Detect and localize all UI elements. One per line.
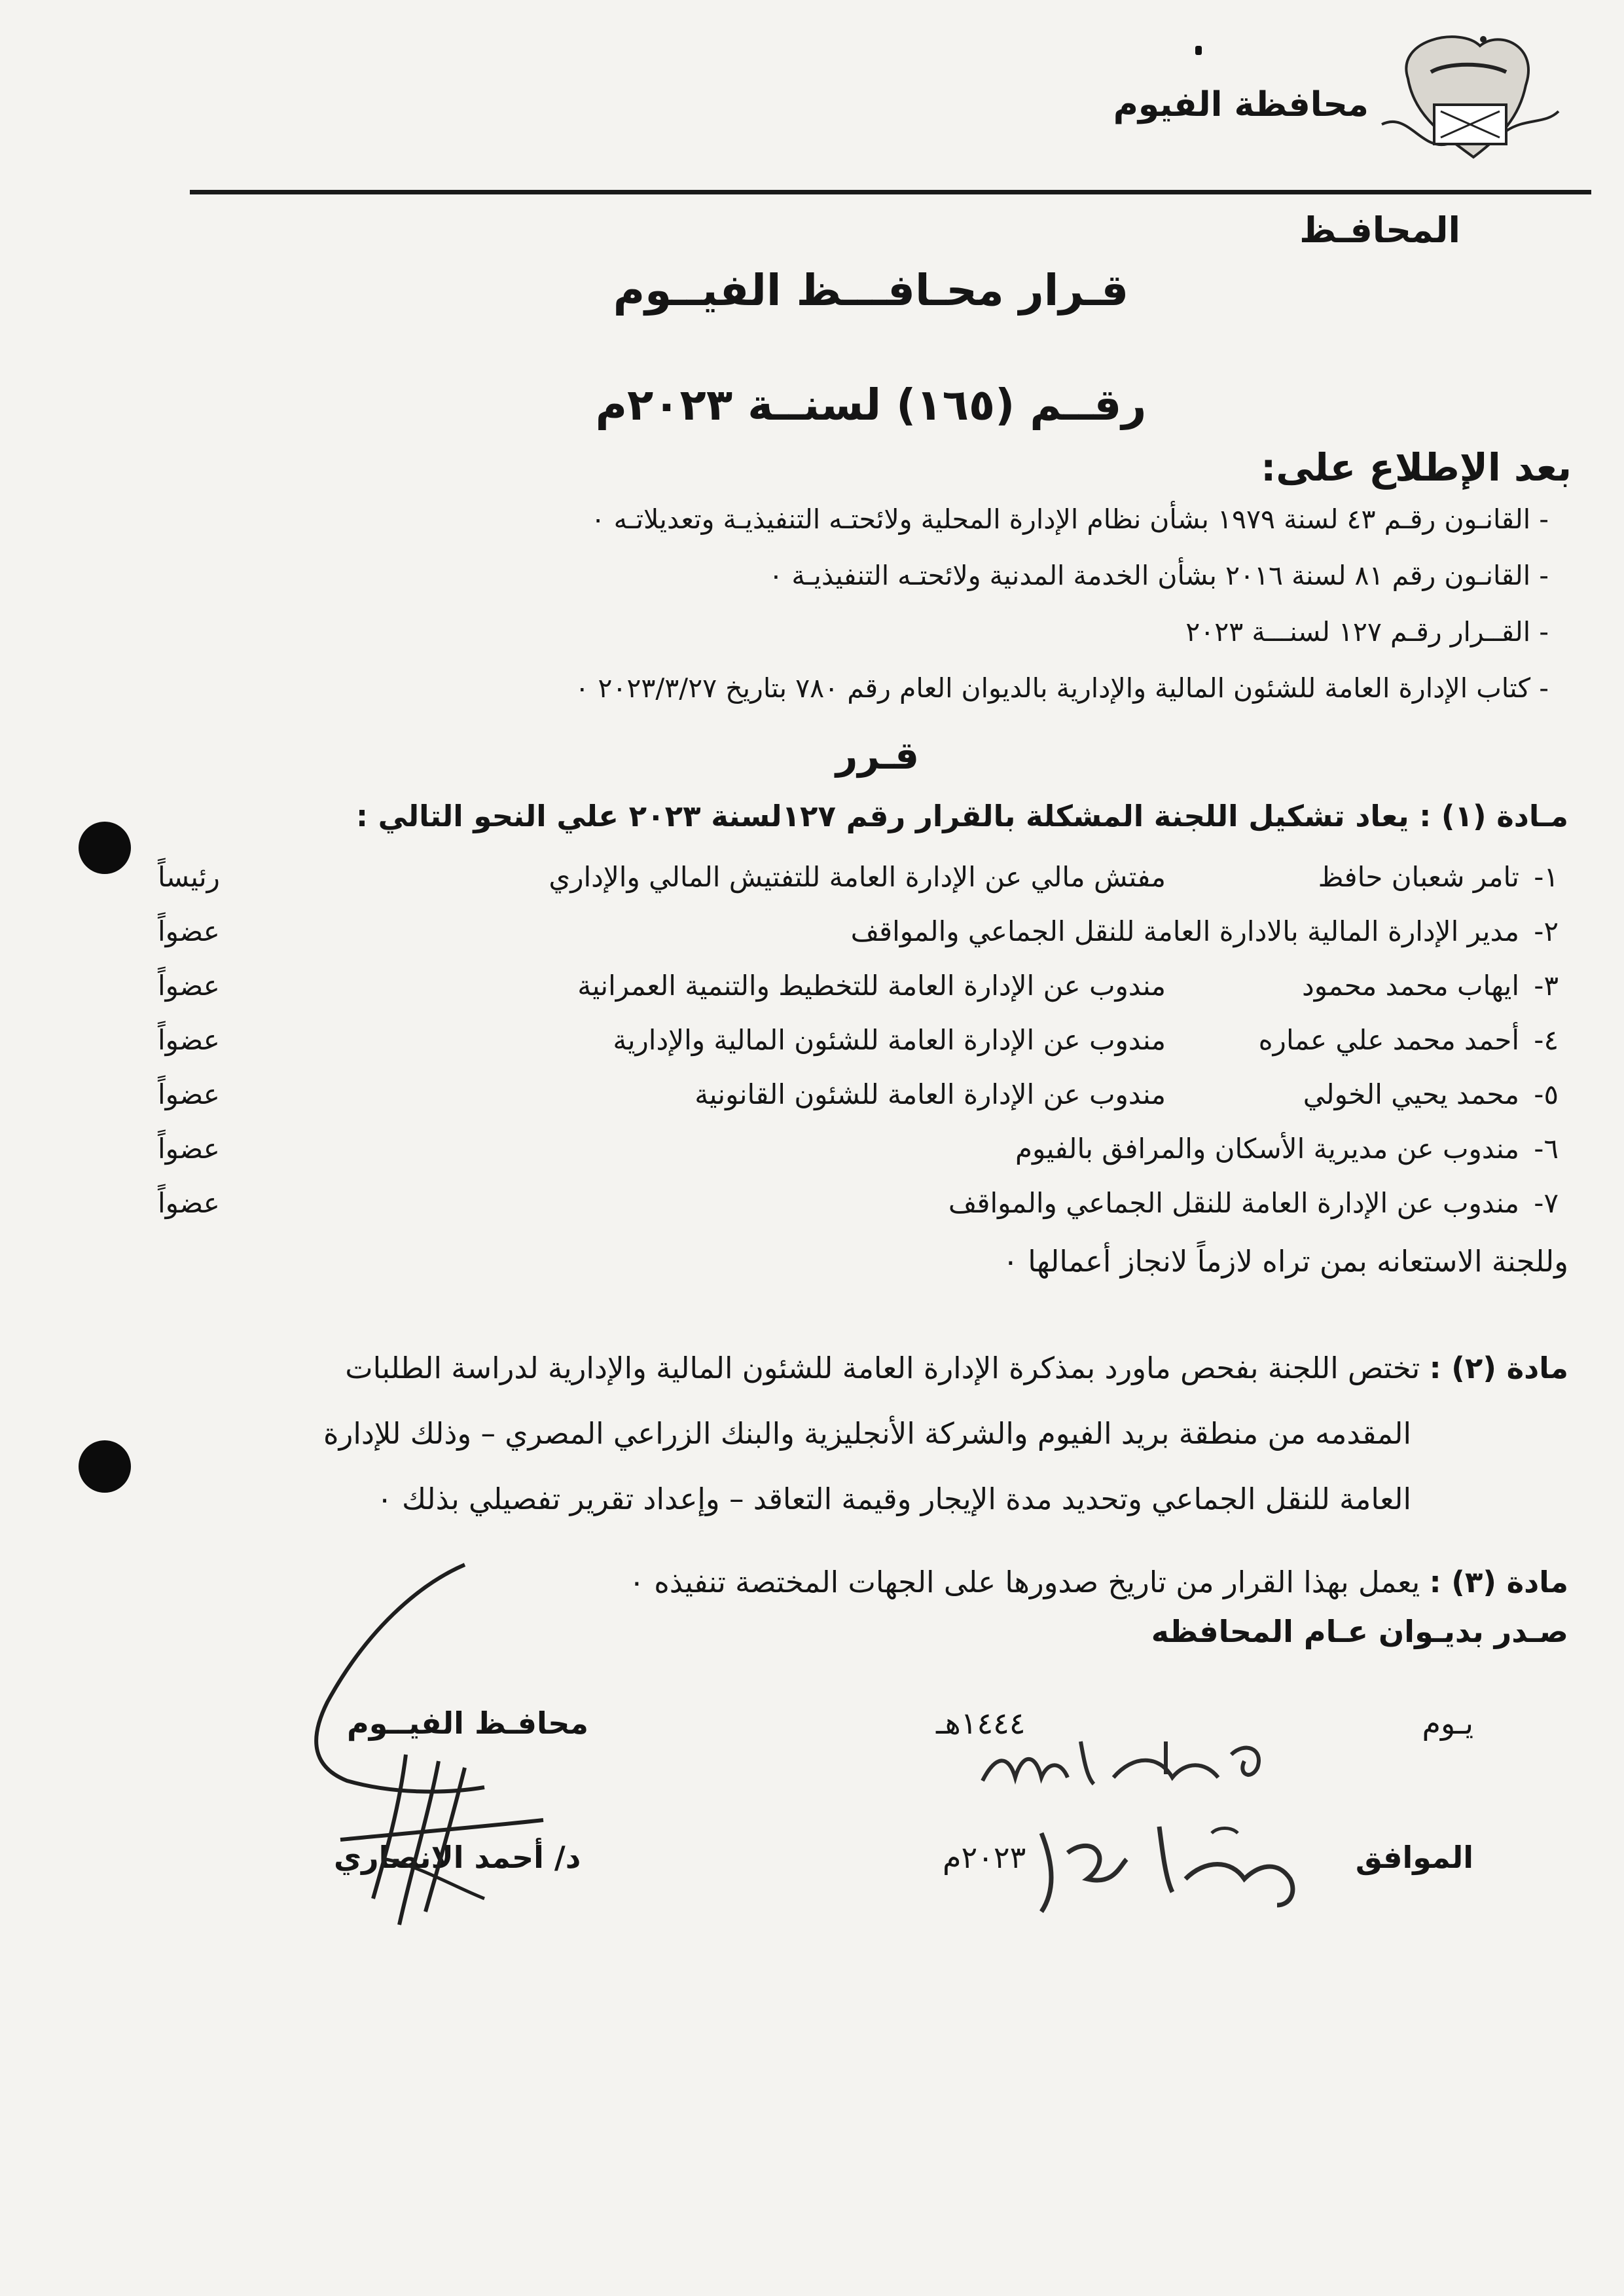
member-row — [158, 1133, 1559, 1187]
ink-dot — [1195, 46, 1202, 55]
corresponding-label: الموافق — [1355, 1840, 1473, 1875]
committee-members — [158, 861, 1559, 1241]
article-2-head: مادة (٢) : — [1429, 1351, 1568, 1385]
member-role: رئيساً — [158, 861, 220, 893]
article-2-line: تختص اللجنة بفحص ماورد بمذكرة الإدارة العامة للشئون المالية والإدارية لدراسة الطلبات — [345, 1351, 1420, 1385]
member-organization: مدير الإدارة المالية بالادارة العامة للنقل الجماعي والمواقف — [850, 915, 1519, 947]
member-name: محمد يحيي الخولي — [1303, 1078, 1519, 1110]
reference-item: - كتاب الإدارة العامة للشئون المالية والإدارية بالديوان العام رقم ٧٨٠ بتاريخ ٢٠٢٣/٣/٢٧ ٠ — [575, 672, 1549, 704]
reference-item: - القانـون رقـم ٤٣ لسنة ١٩٧٩ بشأن نظام الإدارة المحلية ولائحتـه التنفيذيـة وتعديلاتـه ٠ — [590, 503, 1549, 535]
governorate-name: محافظة الفيوم — [1113, 85, 1369, 124]
member-role: عضواً — [158, 1024, 220, 1056]
member-number: ٥- — [1534, 1078, 1559, 1110]
article-2-line: العامة للنقل الجماعي وتحديد مدة الإيجار وقيمة التعاقد – وإعداد تقرير تفصيلي بذلك ٠ — [376, 1482, 1411, 1516]
handwritten-gregorian-date — [1015, 1807, 1316, 1918]
hijri-year: ١٤٤٤هـ — [936, 1705, 1026, 1741]
article-2 — [207, 1336, 1568, 1532]
member-role: عضواً — [158, 915, 220, 947]
member-row — [158, 1078, 1559, 1133]
decided-heading: قـرر — [835, 733, 920, 778]
member-row — [158, 915, 1559, 970]
member-name: ايهاب محمد محمود — [1302, 970, 1519, 1002]
member-number: ٣- — [1534, 970, 1559, 1002]
member-organization: مندوب عن الإدارة العامة للشئون القانونية — [695, 1078, 1166, 1110]
member-row — [158, 861, 1559, 915]
member-organization: مندوب عن الإدارة العامة للشئون المالية والإدارية — [613, 1024, 1166, 1056]
member-organization: مفتش مالي عن الإدارة العامة للتفتيش المالي والإداري — [549, 861, 1166, 893]
member-name: تامر شعبان حافظ — [1318, 861, 1519, 893]
member-role: عضواً — [158, 1187, 220, 1219]
after-review-heading: بعد الإطلاع على: — [1261, 445, 1572, 490]
member-number: ٧- — [1534, 1187, 1559, 1219]
gregorian-year: ٢٠٢٣م — [943, 1840, 1026, 1875]
governor-name: د/ أحمد الانصاري — [334, 1840, 581, 1875]
governor-signature — [288, 1558, 615, 1977]
article-1: مـادة (١) : يعاد تشكيل اللجنة المشكلة بالقرار رقم ١٢٧لسنة ٢٠٢٣ علي النحو التالي : — [356, 799, 1568, 833]
reference-item: - القــرار رقـم ١٢٧ لسنـــة ٢٠٢٣ — [1185, 616, 1549, 647]
punch-hole — [79, 1440, 131, 1493]
punch-hole — [79, 822, 131, 874]
member-organization: مندوب عن الإدارة العامة للنقل الجماعي والمواقف — [948, 1187, 1519, 1219]
member-name: أحمد محمد علي عماره — [1258, 1024, 1519, 1056]
member-row — [158, 970, 1559, 1024]
day-label: يـوم — [1422, 1705, 1473, 1741]
office-label: المحافـظ — [1299, 210, 1460, 251]
committee-help-note: وللجنة الاستعانه بمن تراه لازماً لانجاز أعمالها ٠ — [1002, 1244, 1568, 1279]
member-role: عضواً — [158, 970, 220, 1002]
member-organization: مندوب عن مديرية الأسكان والمرافق بالفيوم — [1015, 1133, 1519, 1165]
member-number: ٤- — [1534, 1024, 1559, 1056]
member-number: ٢- — [1534, 915, 1559, 947]
issued-at: صـدر بديـوان عـام المحافظه — [1151, 1614, 1568, 1649]
member-number: ٦- — [1534, 1133, 1559, 1165]
header-divider — [190, 190, 1591, 194]
reference-item: - القانـون رقم ٨١ لسنة ٢٠١٦ بشأن الخدمة المدنية ولائحتـه التنفيذيـة ٠ — [768, 560, 1549, 591]
governor-label: محافـظ الفيــوم — [347, 1705, 588, 1741]
article-3-head: مادة (٣) : — [1429, 1565, 1568, 1599]
references-list — [164, 491, 1549, 716]
member-organization: مندوب عن الإدارة العامة للتخطيط والتنمية العمرانية — [577, 970, 1166, 1002]
governorate-emblem — [1369, 26, 1565, 170]
member-row — [158, 1187, 1559, 1241]
article-3 — [629, 1565, 1568, 1599]
member-role: عضواً — [158, 1133, 220, 1165]
decree-number: رقــم (١٦٥) لسنــة ٢٠٢٣م — [595, 380, 1147, 430]
decree-title: قـرار محـافـــظ الفيــوم — [613, 265, 1129, 316]
article-2-line: المقدمه من منطقة بريد الفيوم والشركة الأنجليزية والبنك الزراعي المصري – وذلك للإدارة — [323, 1416, 1411, 1451]
member-role: عضواً — [158, 1078, 220, 1110]
member-number: ١- — [1534, 861, 1559, 893]
article-3-text: يعمل بهذا القرار من تاريخ صدورها على الجهات المختصة تنفيذه ٠ — [628, 1565, 1420, 1599]
member-row — [158, 1024, 1559, 1078]
